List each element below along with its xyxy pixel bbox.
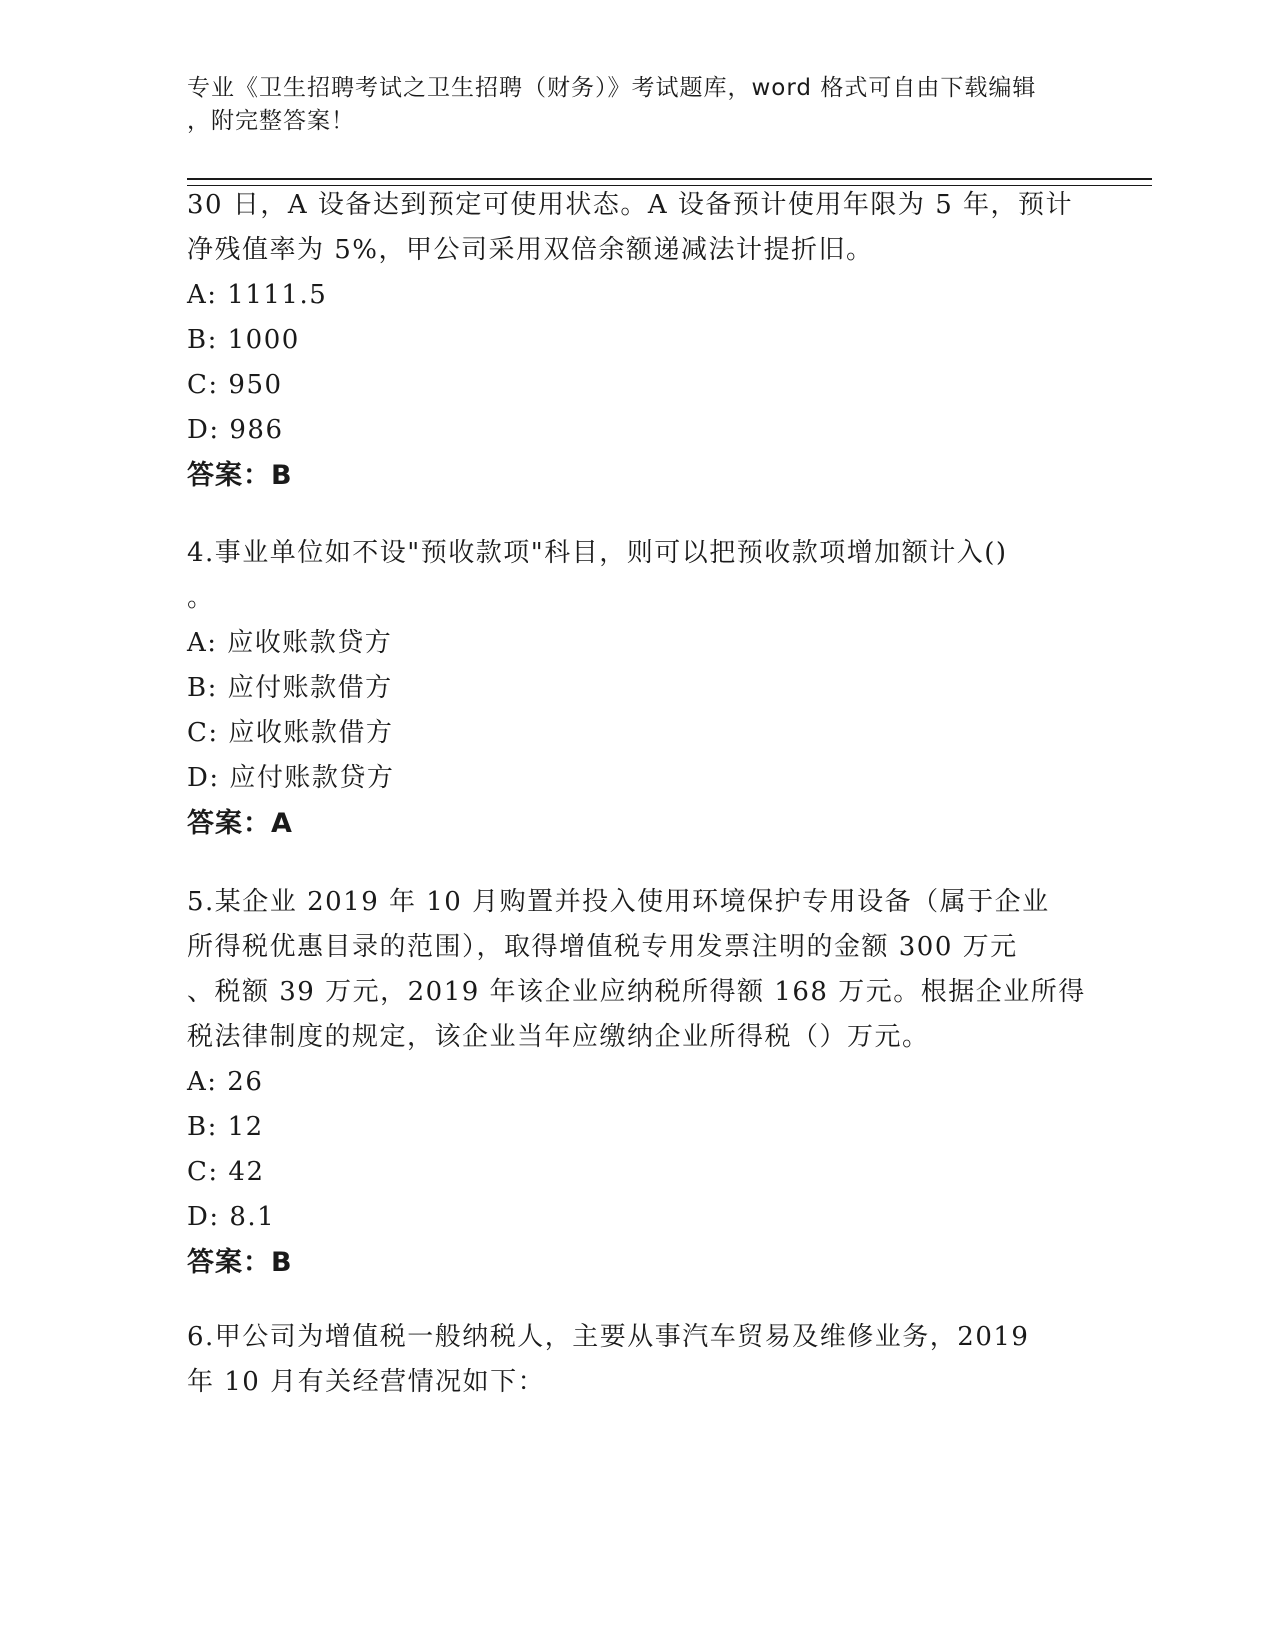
document-page: [187, 0, 1087, 1650]
question-3: [187, 183, 1087, 498]
question-4-answer: 答案：A: [187, 808, 293, 839]
question-6-stem-line-2: 年 10 月有关经营情况如下：: [187, 1367, 546, 1397]
header-line-1: 专业《卫生招聘考试之卫生招聘（财务）》考试题库，word 格式可自由下载编辑: [187, 75, 1037, 101]
question-5-stem-line-2: 所得税优惠目录的范围），取得增值税专用发票注明的金额 300 万元: [187, 932, 1018, 962]
question-5-option-a: A: 26: [187, 1067, 264, 1097]
question-4-option-c: C: 应收账款借方: [187, 718, 394, 748]
question-3-answer: 答案：B: [187, 460, 293, 491]
question-4-option-d: D: 应付账款贷方: [187, 763, 395, 793]
question-3-option-b: B: 1000: [187, 325, 300, 355]
question-5-stem-line-1: 5.某企业 2019 年 10 月购置并投入使用环境保护专用设备（属于企业: [187, 887, 1050, 917]
question-3-option-d: D: 986: [187, 415, 284, 445]
question-4-option-a: A: 应收账款贷方: [187, 628, 393, 658]
question-6-stem-line-1: 6.甲公司为增值税一般纳税人，主要从事汽车贸易及维修业务，2019: [187, 1322, 1030, 1352]
question-5-option-d: D: 8.1: [187, 1202, 276, 1232]
question-6: [187, 1315, 1087, 1405]
question-5: [187, 880, 1087, 1285]
question-4-stem-line-1: 4.事业单位如不设"预收款项"科目，则可以把预收款项增加额计入(): [187, 538, 1008, 568]
question-5-stem-line-3: 、税额 39 万元，2019 年该企业应纳税所得额 168 万元。根据企业所得: [187, 977, 1086, 1007]
question-4-option-b: B: 应付账款借方: [187, 673, 393, 703]
document-header: [187, 72, 1067, 138]
header-line-2: ，附完整答案！: [187, 108, 355, 134]
question-3-stem-line-2: 净残值率为 5%，甲公司采用双倍余额递减法计提折旧。: [187, 235, 874, 265]
question-5-answer: 答案：B: [187, 1247, 293, 1278]
question-5-stem-line-4: 税法律制度的规定，该企业当年应缴纳企业所得税（）万元。: [187, 1022, 930, 1052]
question-4: [187, 531, 1087, 846]
question-4-stem-line-2: 。: [187, 583, 215, 613]
question-3-option-a: A: 1111.5: [187, 280, 328, 310]
question-3-option-c: C: 950: [187, 370, 283, 400]
question-3-stem-line-1: 30 日，A 设备达到预定可使用状态。A 设备预计使用年限为 5 年，预计: [187, 190, 1074, 220]
question-5-option-b: B: 12: [187, 1112, 264, 1142]
question-5-option-c: C: 42: [187, 1157, 265, 1187]
